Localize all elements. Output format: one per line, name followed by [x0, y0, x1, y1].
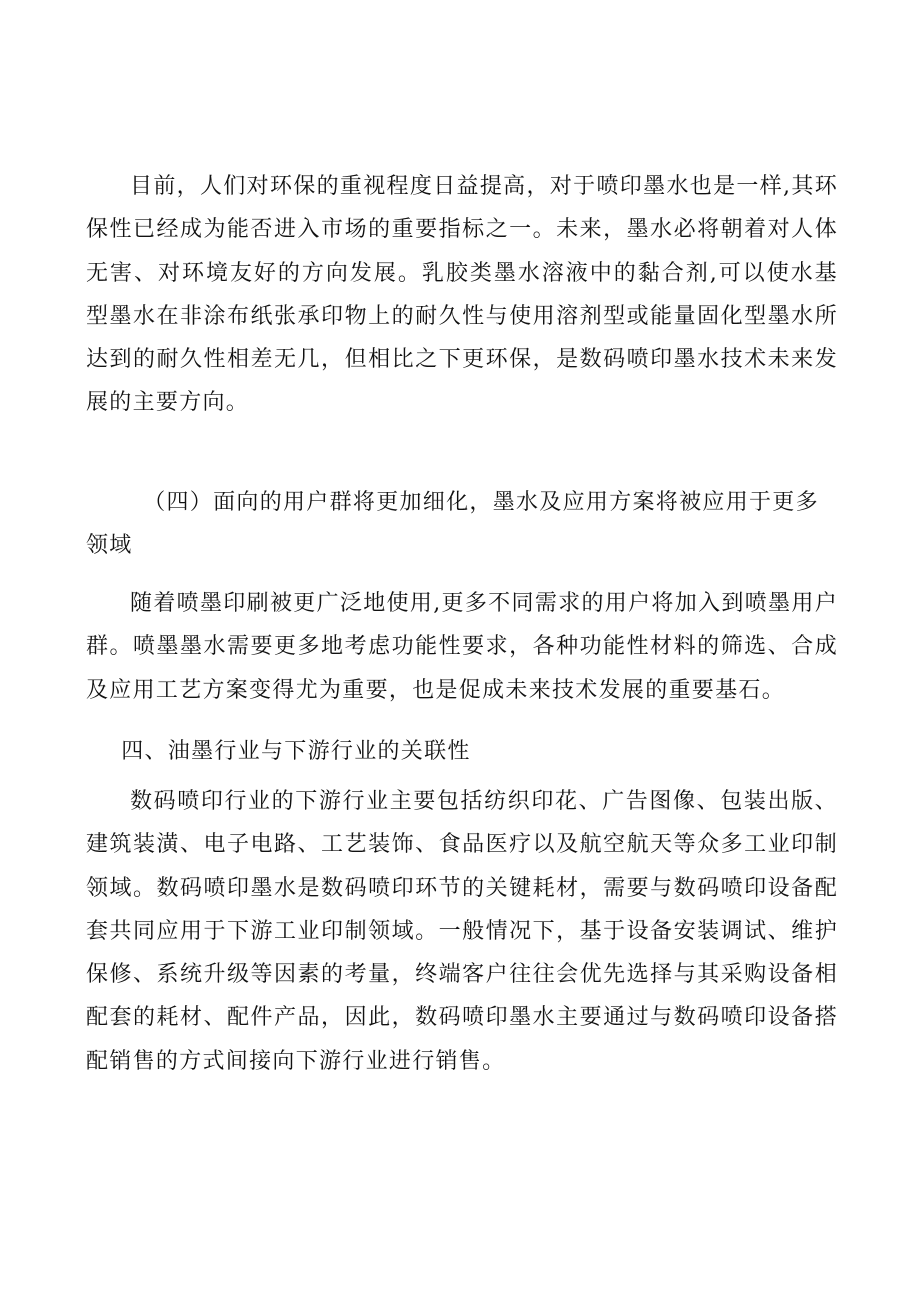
paragraph-inkjet-users: 随着喷墨印刷被更广泛地使用,更多不同需求的用户将加入到喷墨用户群。喷墨墨水需要更多地考虑功能性要求，各种功能性材料的筛选、合成及应用工艺方案变得尤为重要，也是促成未来技术发展的重要基石。: [86, 591, 838, 703]
paragraph-environmental-protection: 目前，人们对环保的重视程度日益提高，对于喷印墨水也是一样,其环保性已经成为能否进入市场的重要指标之一。未来，墨水必将朝着对人体无害、对环境友好的方向发展。乳胶类墨水溶液中的黏合剂,可以使水基型墨水在非涂布纸张承印物上的耐久性与使用溶剂型或能量固化型墨水所达到的耐久性相差无几，但相比之下更环保，是数码喷印墨水技术未来发展的主要方向。: [86, 174, 838, 416]
subheading-user-groups: （四）面向的用户群将更加细化，墨水及应用方案将被应用于更多领域: [86, 490, 819, 559]
paragraph-downstream-industries: 数码喷印行业的下游行业主要包括纺织印花、广告图像、包装出版、建筑装潢、电子电路、工艺装饰、食品医疗以及航空航天等众多工业印制领域。数码喷印墨水是数码喷印环节的关键耗材，需要与数码喷印设备配套共同应用于下游工业印制领域。一般情况下，基于设备安装调试、维护保修、系统升级等因素的考量，终端客户往往会优先选择与其采购设备相配套的耗材、配件产品，因此，数码喷印墨水主要通过与数码喷印设备搭配销售的方式间接向下游行业进行销售。: [86, 789, 838, 1074]
section-heading-industry-correlation: 四、油墨行业与下游行业的关联性: [121, 739, 471, 764]
